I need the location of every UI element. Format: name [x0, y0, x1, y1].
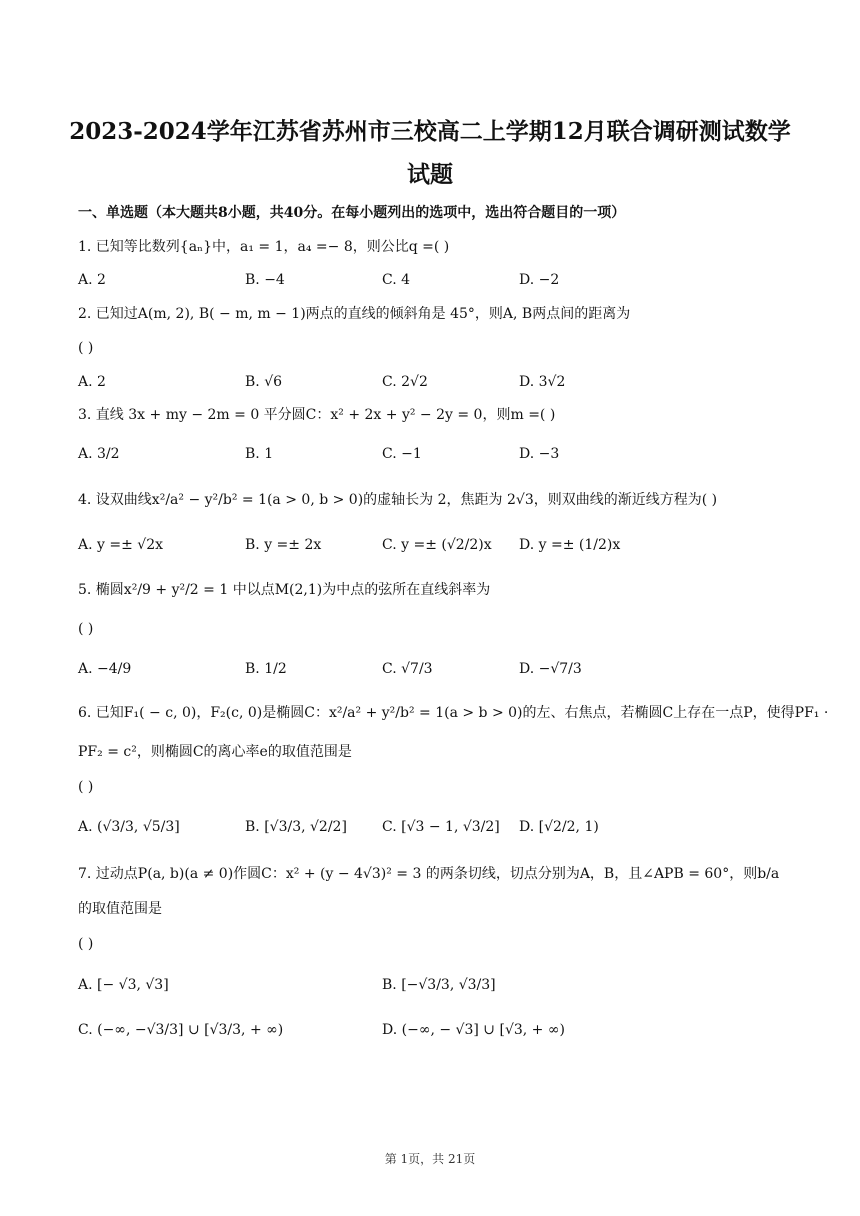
- section-heading: 一、单选题（本大题共8小题，共40分。在每小题列出的选项中，选出符合题目的一项）: [78, 205, 626, 221]
- question-7-option-d: D. (−∞, − √3] ∪ [√3, + ∞): [382, 1022, 565, 1038]
- question-5-option-d: D. −√7/3: [519, 661, 582, 677]
- question-6-answer-bracket: ( ): [78, 779, 94, 795]
- question-5-option-a: A. −4/9: [78, 661, 132, 677]
- question-7-option-c: C. (−∞, −√3/3] ∪ [√3/3, + ∞): [78, 1022, 284, 1038]
- question-6-stem: 6. 已知F₁( − c, 0)，F₂(c, 0)是椭圆C：x²/a² + y²/b² = 1(a > b > 0)的左、右焦点，若椭圆C上存在一点P，使得PF₁ ·: [78, 705, 829, 721]
- question-5-answer-bracket: ( ): [78, 621, 94, 637]
- question-7-stem: 7. 过动点P(a, b)(a ≠ 0)作圆C：x² + (y − 4√3)² = 3 的两条切线，切点分别为A，B，且∠APB = 60°，则b/a: [78, 866, 780, 882]
- question-6-option-c: C. [√3 − 1, √3/2]: [382, 819, 500, 835]
- question-2-option-d: D. 3√2: [519, 374, 566, 390]
- question-2-option-a: A. 2: [78, 374, 106, 390]
- question-5-stem: 5. 椭圆x²/9 + y²/2 = 1 中以点M(2,1)为中点的弦所在直线斜率为: [78, 582, 491, 598]
- question-5-option-b: B. 1/2: [245, 661, 287, 677]
- question-3-option-a: A. 3/2: [78, 446, 120, 462]
- question-1-option-c: C. 4: [382, 272, 411, 288]
- question-4-option-d: D. y =± (1/2)x: [519, 537, 621, 553]
- question-7-answer-bracket: ( ): [78, 936, 94, 952]
- question-1-option-d: D. −2: [519, 272, 560, 288]
- question-6-option-a: A. (√3/3, √5/3]: [78, 819, 180, 835]
- question-4-option-a: A. y =± √2x: [78, 537, 164, 553]
- question-1-option-b: B. −4: [245, 272, 285, 288]
- question-7-option-b: B. [−√3/3, √3/3]: [382, 977, 496, 993]
- question-2-answer-bracket: ( ): [78, 340, 94, 356]
- question-3-option-b: B. 1: [245, 446, 274, 462]
- question-3-stem: 3. 直线 3x + my − 2m = 0 平分圆C：x² + 2x + y² − 2y = 0，则m =( ): [78, 407, 556, 423]
- question-6-option-b: B. [√3/3, √2/2]: [245, 819, 347, 835]
- question-5-option-c: C. √7/3: [382, 661, 433, 677]
- question-1-option-a: A. 2: [78, 272, 106, 288]
- question-7-stem-continued: 的取值范围是: [78, 901, 162, 917]
- question-2-stem: 2. 已知过A(m, 2), B( − m, m − 1)两点的直线的倾斜角是 45°，则A, B两点间的距离为: [78, 306, 631, 322]
- document-title-line1: 2023-2024学年江苏省苏州市三校高二上学期12月联合调研测试数学: [69, 118, 791, 145]
- question-4-stem: 4. 设双曲线x²/a² − y²/b² = 1(a > 0, b > 0)的虚轴长为 2，焦距为 2√3，则双曲线的渐近线方程为( ): [78, 492, 718, 508]
- question-2-option-b: B. √6: [245, 374, 283, 390]
- document-title-line2: 试题: [407, 161, 453, 188]
- question-4-option-c: C. y =± (√2/2)x: [382, 537, 492, 553]
- question-7-option-a: A. [− √3, √3]: [78, 977, 169, 993]
- question-2-option-c: C. 2√2: [382, 374, 428, 390]
- page-footer: 第 1页，共 21页: [384, 1152, 476, 1166]
- question-1-stem: 1. 已知等比数列{aₙ}中，a₁ = 1，a₄ =− 8，则公比q =( ): [78, 239, 450, 255]
- question-6-option-d: D. [√2/2, 1): [519, 819, 599, 835]
- question-3-option-d: D. −3: [519, 446, 560, 462]
- question-4-option-b: B. y =± 2x: [245, 537, 322, 553]
- question-6-stem-continued: PF₂ = c²，则椭圆C的离心率e的取值范围是: [78, 744, 352, 760]
- question-3-option-c: C. −1: [382, 446, 422, 462]
